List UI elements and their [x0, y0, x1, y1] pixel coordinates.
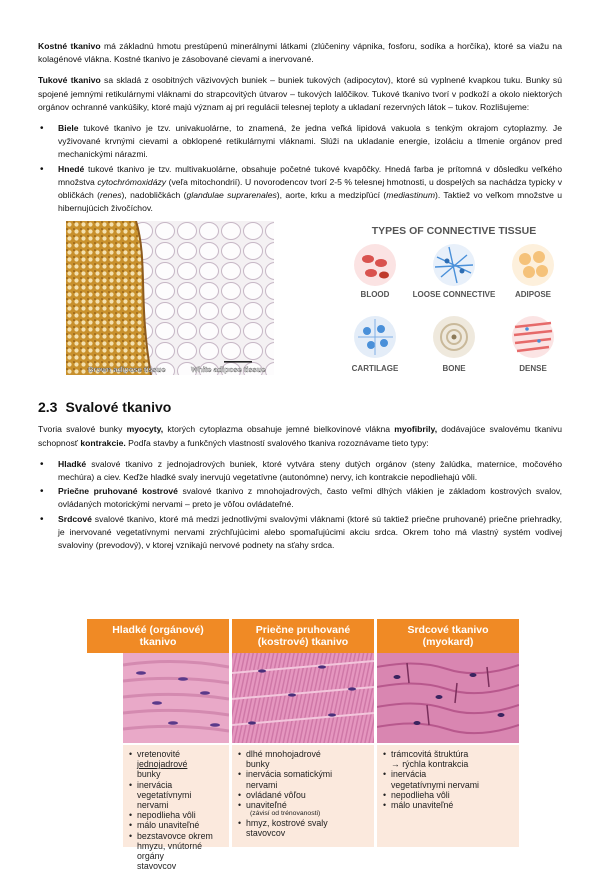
adipose-micrograph — [66, 221, 274, 375]
list-item-skeletal-muscle: • Priečne pruhované kostrové svalové tkanivo z mnohojadrových, často veľmi dlhých vlákien je základom kostrových svalov, ovládaných motorickými nervami – preto je vôľou ovládateľné. — [38, 485, 562, 511]
label-cartilage: CARTILAGE — [351, 364, 399, 374]
muscle-types-figure — [87, 619, 519, 871]
adipose-types-list — [38, 122, 562, 215]
list-item-white-fat: • Biele tukové tkanivo je tzv. univakuolárne, to znamená, že jedna veľká lipidová vakuola s tenkým okrajom cytoplazmy. Je vyživované krvnými cievami a obklopené retikulárnymi vláknami. Slúži na ukladanie energie, izoláciu a tlmenie orgánov pred mechanickými nárazmi. — [38, 122, 562, 162]
paragraph-bone-tissue: Kostné tkanivo má základnú hmotu prestúpenú minerálnymi látkami (zlúčeniny vápnika, fosforu, sodíka a horčíka), ktoré sa viažu na kolagénové vlákna. Kostné tkanivo je zásobované cievami a inervované. — [38, 41, 562, 65]
label-bone: BONE — [442, 364, 466, 374]
muscle-types-list — [38, 458, 562, 552]
label-brown-adipose: Brown adipose tissue — [88, 365, 166, 375]
label-adipose: ADIPOSE — [514, 290, 552, 300]
feature-item: • vretenovité jednojadrové — [137, 749, 225, 769]
cardiac-muscle-image — [377, 653, 519, 743]
term-bone-tissue: Kostné tkanivo — [38, 41, 101, 51]
loose-connective-icon — [433, 244, 475, 286]
adipose-icon — [512, 244, 554, 286]
adipose-micrograph-image — [66, 221, 274, 375]
skeletal-muscle-image — [232, 653, 374, 743]
section-heading: 2.3 Svalové tkanivo — [38, 399, 172, 416]
smooth-muscle-features: • vretenovité jednojadrové bunky • inervácia vegetatívnymi nervami • nepodlieha vôli • málo unaviteľné • bezstavovce okrem hmyzu, vnútorné orgány stavovcov — [123, 745, 229, 847]
connective-tissue-figure — [343, 225, 565, 381]
header-skeletal: Priečne pruhované (kostrové) tkanivo — [232, 619, 374, 653]
paragraph-adipose-tissue: Tukové tkanivo sa skladá z osobitných väzivových buniek – buniek tukových (adipocytov), ktoré sú vyplnené kvapkou tuku. Bunky sú spojené jemnými retikulárnymi vláknami do strapcovitých útvarov – tukových lalôčikov. Tukové tkanivo tvorí v podkoží a okolo niektorých orgánov ochranné vankúšiky, ktoré majú význam aj pri regulácii telesnej teploty a ukladaní rezervných látok – tukov. Rozlišujeme: — [38, 75, 562, 112]
smooth-muscle-image — [123, 653, 229, 743]
cartilage-icon — [354, 316, 396, 358]
bone-icon — [433, 316, 475, 358]
figure-row — [38, 221, 562, 391]
paragraph-muscle-tissue: Tvoria svalové bunky myocyty, ktorých cytoplazma obsahuje jemné bielkovinové vlákna myofibrily, dodávajúce svalovému tkanivu schopnosť kontrakcie. Podľa stavby a funkčných vlastností svalového tkaniva rozoznávame tieto typy: — [38, 424, 562, 448]
label-white-adipose: White adipose tissue — [191, 365, 266, 375]
list-item-smooth-muscle: • Hladké svalové tkanivo z jednojadrových buniek, ktoré vytvára steny dutých orgánov (steny žalúdka, maternice, močového mechúra) a ciev. Keďže hladké svaly inervujú vegetatívne (autonómne) nervy, ich kontrakcie nepodliehajú vôli. — [38, 458, 562, 484]
label-dense: DENSE — [519, 364, 547, 374]
list-item-brown-fat: • Hnedé tukové tkanivo je tzv. multivakuolárne, obsahuje početné tukové kvapôčky. Hnedá farba je prítomná v dôsledku veľkého množstva cytochrómoxidázy (veľa mitochondrií). U novorodencov tvorí 2-5 % telesnej hmotnosti, u dospelých sa nachádza typicky v obličkách (renes), nadobličkách (glandulae suprarenales), aorte, krku a medzipľúcí (mediastinum). Taktiež vo veľkom množstve u hibernujúcich živočíchov. — [38, 163, 562, 216]
cardiac-muscle-features: • trámcovitá štruktúra → rýchla kontrakcia • inervácia vegetatívnymi nervami • nepodlieha vôli • málo unaviteľné — [377, 745, 519, 847]
skeletal-muscle-features: • dlhé mnohojadrové bunky • inervácia somatickými nervami • ovládané vôľou • unaviteľné (závisí od trénovanosti) • hmyz, kostrové svaly stavovcov — [232, 745, 374, 847]
connective-title: TYPES OF CONNECTIVE TISSUE — [371, 225, 537, 238]
document-page — [38, 40, 562, 558]
label-blood: BLOOD — [360, 290, 390, 300]
list-item-cardiac-muscle: • Srdcové svalové tkanivo, ktoré má medzi jednotlivými svalovými vláknami (ktoré sú taktiež priečne pruhované) priečne priehradky, je inervované vegetatívnymi nervami zrýchľujúcimi alebo spomaľujúcimi akciu srdca. Okrem toho má vlastný systém vodivej svaloviny (prevodový), v ktorej vznikajú nervové podnety na sťahy srdca. — [38, 513, 562, 553]
header-cardiac: Srdcové tkanivo (myokard) — [377, 619, 519, 653]
term-adipose-tissue: Tukové tkanivo — [38, 75, 101, 86]
header-smooth: Hladké (orgánové) tkanivo — [87, 619, 229, 653]
dense-icon — [512, 316, 554, 358]
blood-icon — [354, 244, 396, 286]
label-loose-connective: LOOSE CONNECTIVE — [412, 290, 496, 300]
